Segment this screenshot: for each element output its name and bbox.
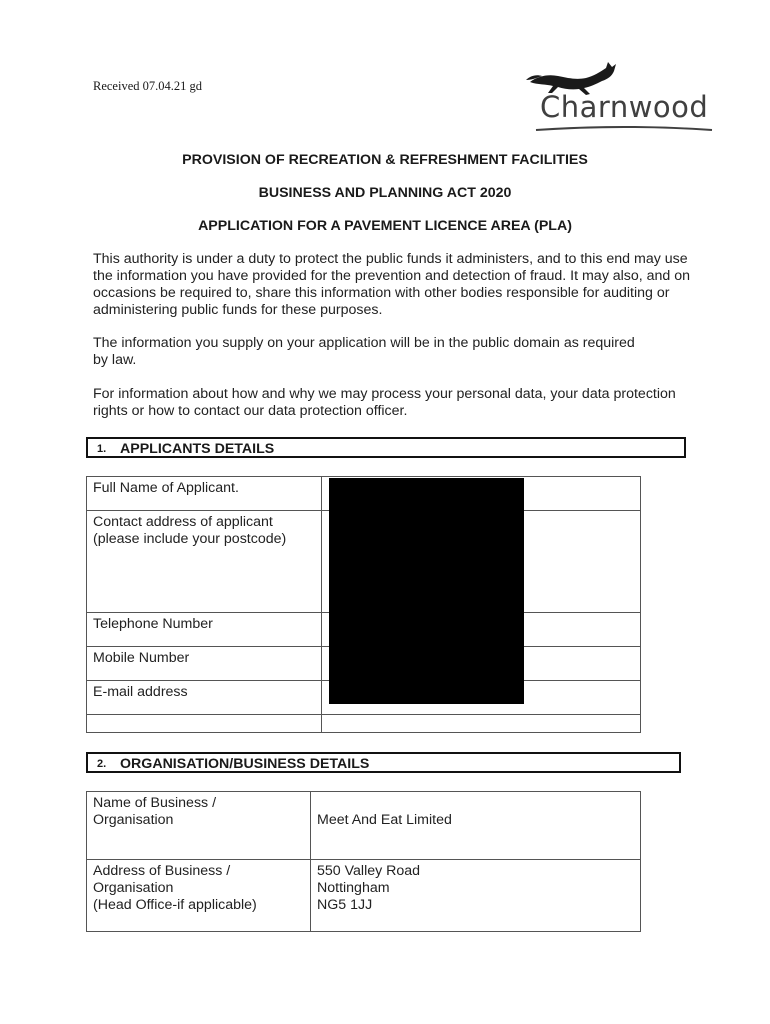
field-label: E-mail address [87, 681, 322, 715]
field-label: Mobile Number [87, 647, 322, 681]
act-title: BUSINESS AND PLANNING ACT 2020 [258, 185, 512, 201]
section-2-header [86, 752, 681, 773]
redaction-block [329, 478, 524, 704]
privacy-paragraph: This authority is under a duty to protect the public funds it administers, and to this end may use the information you have provided for the prevention and detection of fraud. It may also, and on occasions be required to, share this information with other bodies responsible for auditing or administering public funds for these purposes. [93, 251, 691, 318]
section-1-header [86, 437, 686, 458]
field-label: Telephone Number [87, 613, 322, 647]
field-label: Name of Business / Organisation [87, 792, 311, 860]
business-address-field[interactable]: 550 Valley Road Nottingham NG5 1JJ [311, 860, 641, 932]
empty-cell [87, 715, 322, 733]
business-name-field[interactable]: Meet And Eat Limited [311, 792, 641, 860]
data-protection-paragraph: For information about how and why we may process your personal data, your data protection rights or how to contact our data protection officer. [93, 386, 676, 419]
section-title: APPLICANTS DETAILS [120, 441, 275, 457]
section-number: 1. [97, 443, 107, 455]
received-stamp: Received 07.04.21 gd [93, 79, 203, 93]
field-label: Contact address of applicant (please include your postcode) [87, 511, 322, 613]
field-label: Address of Business / Organisation (Head Office-if applicable) [87, 860, 311, 932]
table-row [87, 715, 641, 733]
field-label: Full Name of Applicant. [87, 477, 322, 511]
logo-underline-icon [534, 124, 726, 134]
section-title: ORGANISATION/BUSINESS DETAILS [120, 756, 370, 772]
table-row [87, 860, 641, 932]
document-title: PROVISION OF RECREATION & REFRESHMENT FACILITIES [182, 152, 588, 168]
section-number: 2. [97, 758, 107, 770]
logo-wordmark: Charnwood [540, 90, 709, 124]
public-domain-paragraph: The information you supply on your application will be in the public domain as required by law. [93, 335, 635, 368]
charnwood-logo [524, 58, 716, 134]
business-details-table [86, 791, 641, 932]
application-title: APPLICATION FOR A PAVEMENT LICENCE AREA (PLA) [198, 218, 572, 234]
empty-cell [322, 715, 641, 733]
table-row [87, 792, 641, 860]
